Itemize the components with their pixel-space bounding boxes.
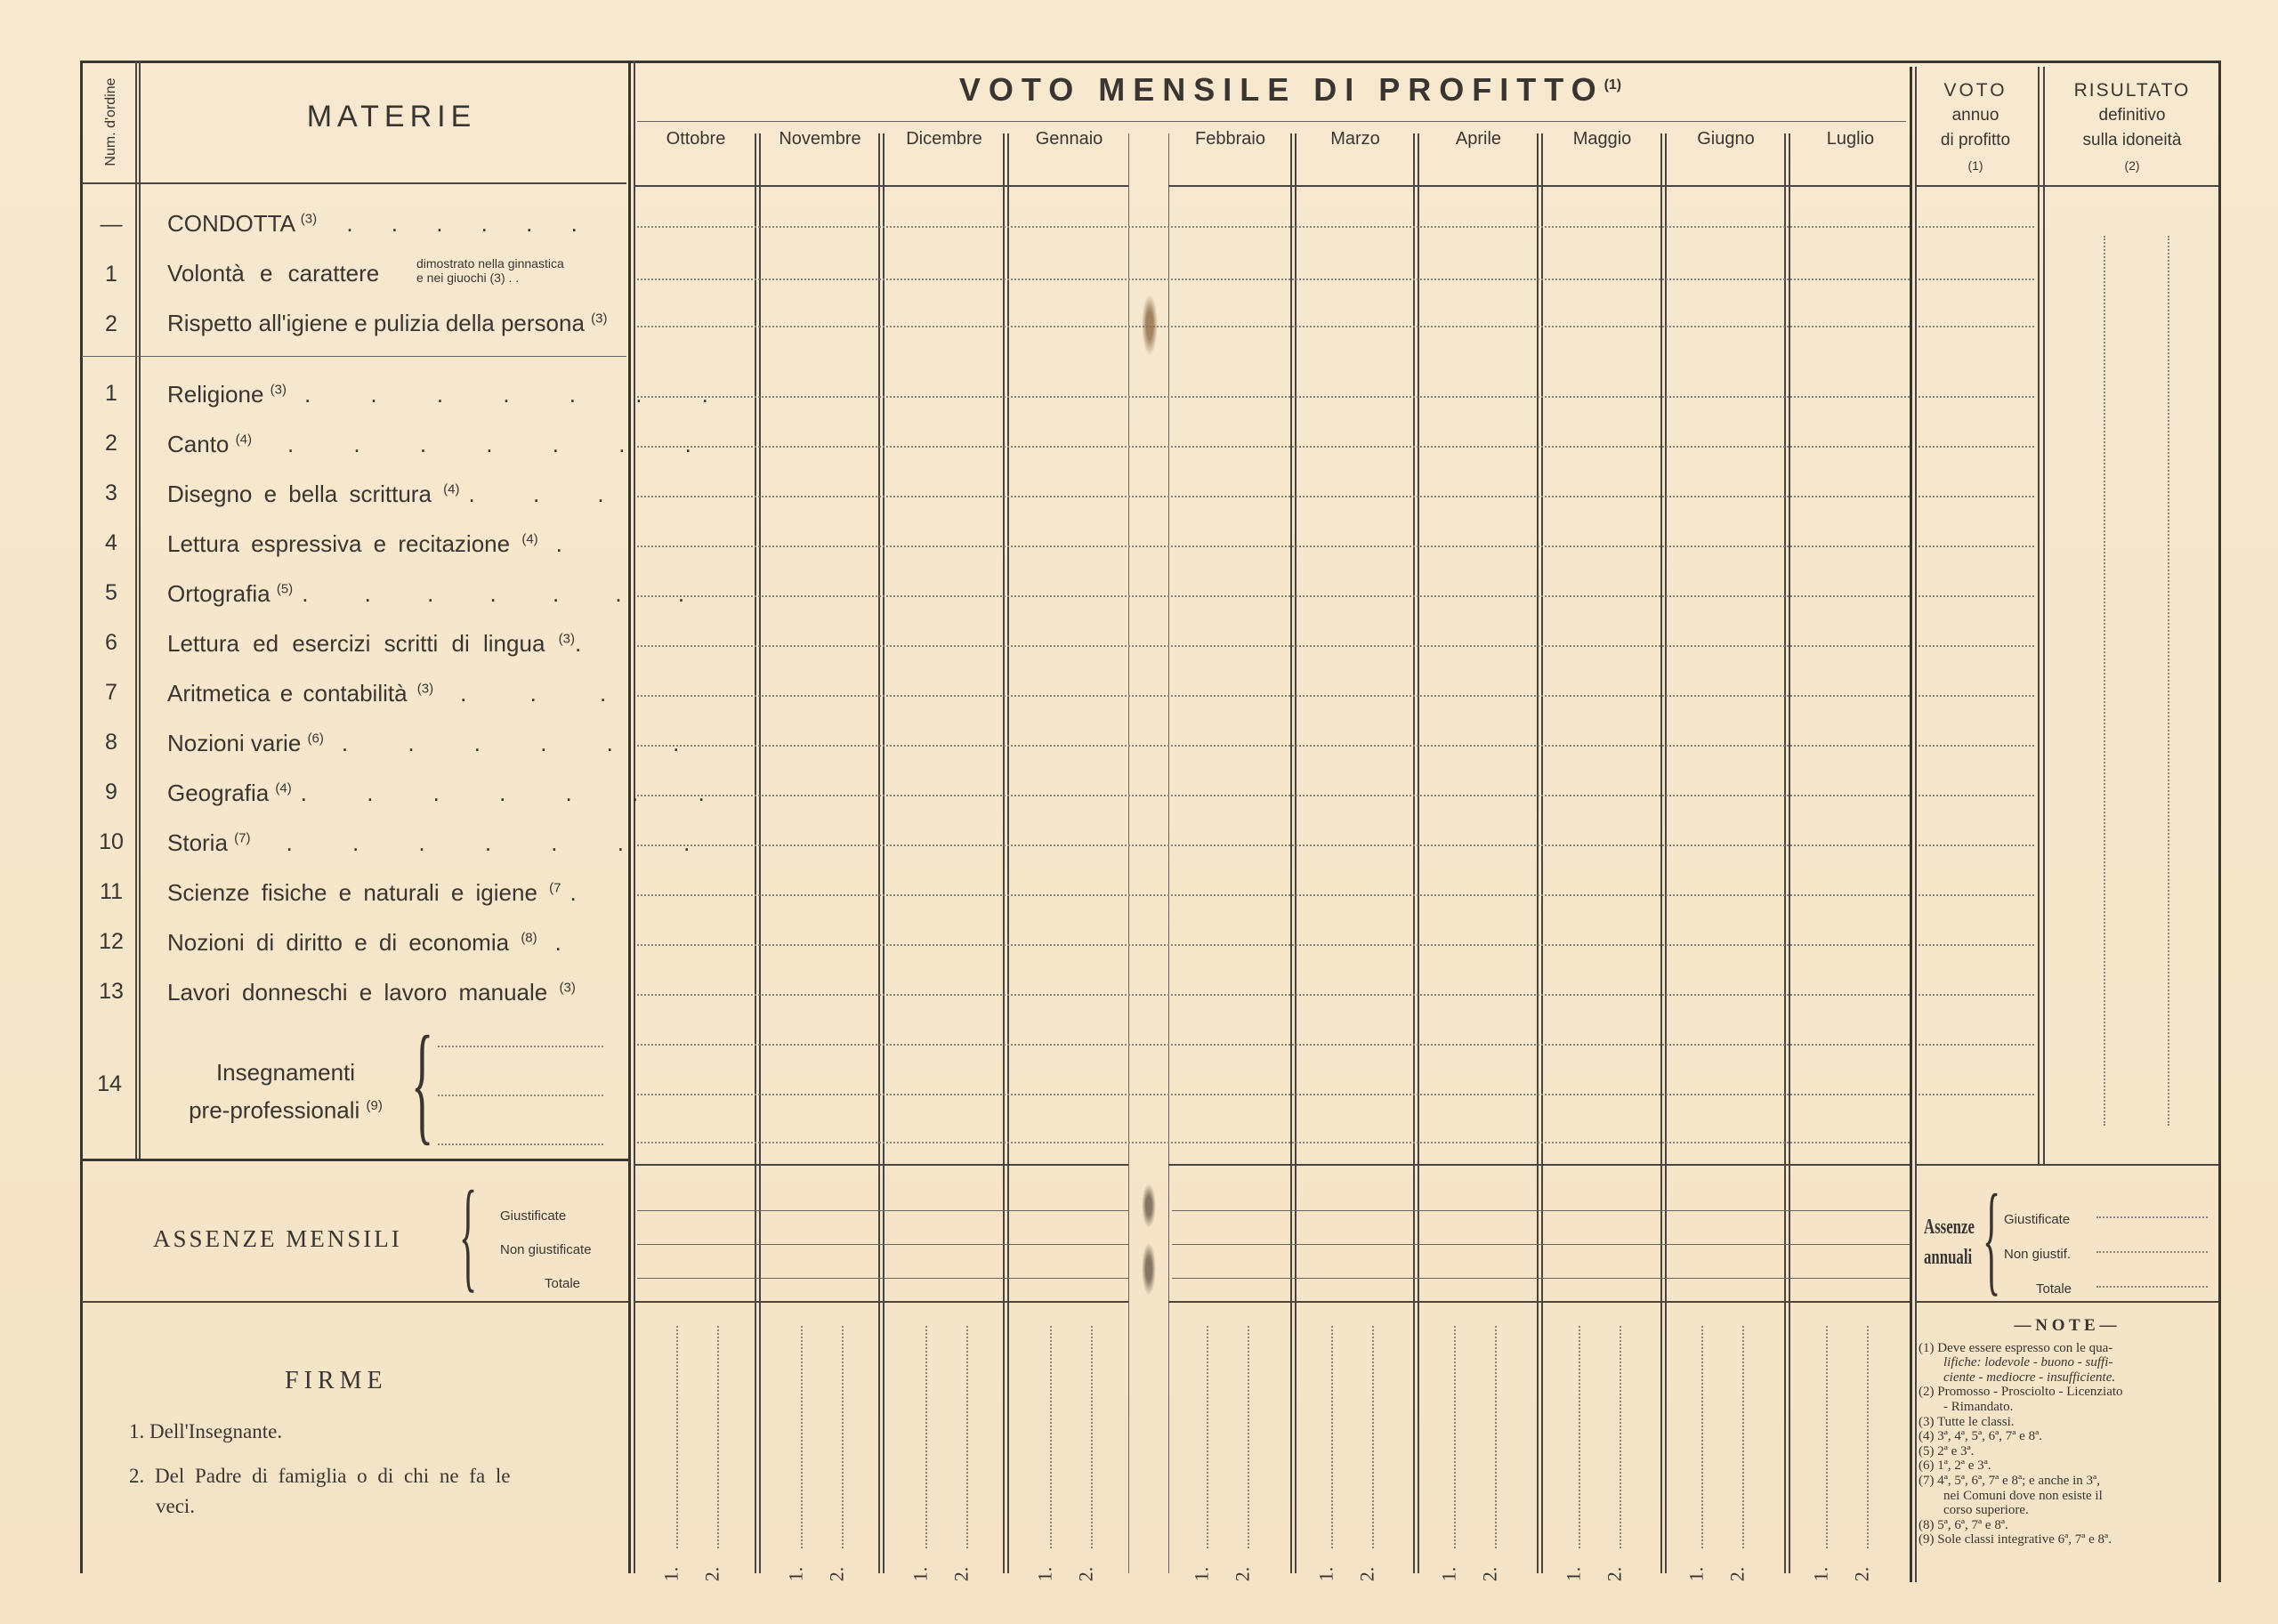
row-num: 6 <box>105 630 117 655</box>
subject-label: Lettura ed esercizi scritti di lingua <box>167 630 545 657</box>
subject-nozioni-varie <box>167 730 706 757</box>
subject-canto <box>167 431 718 458</box>
subject-note: (3) <box>558 631 575 647</box>
assenze-mensili-list <box>500 1200 592 1301</box>
binding-mark <box>1142 1242 1156 1296</box>
write-line <box>438 1046 603 1047</box>
month-aprile: Aprile <box>1455 129 1502 149</box>
detail-line-1: dimostrato nella ginnastica <box>416 256 564 271</box>
assenze-row-line <box>637 1278 1128 1279</box>
detail-line-2: e nei giuochi (3) . . <box>416 271 520 285</box>
month-block-rule-right <box>1168 1164 1910 1166</box>
subject-line-1: Insegnamenti <box>215 1059 356 1086</box>
assenze-giustificate: Giustificate <box>500 1208 567 1224</box>
row-num: 13 <box>99 979 124 1004</box>
brace-icon: { <box>1983 1169 2001 1307</box>
row-num: 9 <box>105 780 117 804</box>
subject-label: Lettura espressiva e recitazione <box>167 530 511 557</box>
annuali-giustificate: Giustificate <box>2004 1212 2071 1227</box>
row-num: 2 <box>105 311 117 336</box>
subject-label: Nozioni di diritto e di economia <box>167 929 510 956</box>
risultato-line-1: RISULTATO <box>2073 80 2191 101</box>
assenze-row-line <box>1172 1244 1910 1245</box>
assenze-rule-left <box>634 1301 1128 1303</box>
leader-dots: . . . . . . . <box>287 431 718 457</box>
note-line: nei Comuni dove non esiste il <box>1943 1488 2103 1503</box>
leader-dots: . . . . . . . <box>302 580 710 607</box>
month-dicembre: Dicembre <box>906 129 982 149</box>
subject-lavori <box>167 979 576 1006</box>
materie-column-border <box>628 61 631 1573</box>
subject-igiene <box>167 310 608 337</box>
grid-dotted-rows <box>637 0 1910 1157</box>
notes-title: — N O T E — <box>2014 1316 2117 1335</box>
subject-label: Canto <box>167 431 230 457</box>
subject-condotta <box>167 210 594 238</box>
row-num: 1 <box>105 381 117 406</box>
subject-diritto <box>167 929 561 957</box>
note-line: (2) Promosso - Prosciolto - Licenziato <box>1919 1385 2123 1400</box>
col-sep-10 <box>1910 67 1912 1582</box>
leader-dots: . . . <box>460 680 634 707</box>
subject-volonta-detail <box>416 256 564 285</box>
subject-label: Geografia <box>167 780 270 806</box>
leader-dots: . . . . . . . <box>286 829 717 856</box>
subject-note: (7 <box>549 880 561 896</box>
leader-dots: . . . . . . <box>341 730 707 756</box>
assenze-row-line <box>1172 1278 1910 1279</box>
annual-block-rule <box>1915 1164 2218 1166</box>
subject-note: (9) <box>366 1098 383 1113</box>
firme-line-1: 1. Dell'Insegnante. <box>129 1420 283 1442</box>
write-line <box>2096 1251 2208 1253</box>
subject-geografia <box>167 780 731 807</box>
brace-icon: { <box>411 1009 434 1157</box>
subject-label: Religione <box>167 381 264 408</box>
subject-note: (7) <box>234 830 251 846</box>
notes-block <box>1919 1316 2212 1547</box>
assenze-annuali-title <box>1924 1212 1975 1273</box>
subject-label: Rispetto all'igiene e pulizia della persona <box>167 310 585 336</box>
subject-note: (3) <box>591 311 608 327</box>
row-num: 1 <box>105 262 117 287</box>
signature-area: 1. 2. 1. 2. 1. 2. 1. 2. 1. 2. 1. 2. 1. 2. 1. 2. 1. 2. 1. 2. <box>637 1317 1910 1584</box>
subject-note: (3) <box>300 211 318 227</box>
note-line: (3) Tutte le classi. <box>1919 1414 2015 1429</box>
month-block-rule-left <box>634 1164 1128 1166</box>
month-luglio: Luglio <box>1826 129 1875 149</box>
leader-dots: . <box>570 879 577 906</box>
assenze-annuali-list <box>2004 1202 2072 1306</box>
subject-note: (4) <box>443 481 460 497</box>
num-ordine-label: Num. d'ordine <box>103 77 118 166</box>
annuali-non-giustificate: Non giustif. <box>2004 1247 2072 1262</box>
firme-line-3: veci. <box>156 1495 196 1517</box>
note-line: (6) 1ª, 2ª e 3ª. <box>1919 1458 1991 1474</box>
subject-note: (4) <box>521 531 538 547</box>
write-line <box>2096 1216 2208 1218</box>
col-sep-11b <box>2043 67 2045 1164</box>
month-marzo: Marzo <box>1330 129 1380 149</box>
assenze-annuali-line-2: annuali <box>1924 1246 1973 1269</box>
row-num: 7 <box>105 680 117 705</box>
subject-scienze <box>167 879 577 907</box>
risultato-line-3: sulla idoneità <box>2082 131 2182 149</box>
subject-lettura-espressiva <box>167 530 562 558</box>
subject-line-2: pre-professionali <box>189 1096 360 1124</box>
row-num: 12 <box>99 929 124 954</box>
subject-label: Volontà e carattere <box>167 260 380 287</box>
note-line: (5) 2ª e 3ª. <box>1919 1443 1975 1458</box>
subject-note: (3) <box>559 980 576 996</box>
binding-mark <box>1142 294 1158 356</box>
subject-ortografia <box>167 580 709 608</box>
binding-mark <box>1142 1184 1156 1228</box>
voto-mensile-title: VOTO MENSILE DI PROFITTO <box>958 71 1604 108</box>
voto-annuo-line-1: VOTO <box>1943 80 2007 101</box>
subjects-bottom-rule <box>82 1159 628 1161</box>
subject-note: (3) <box>416 681 434 697</box>
subject-label: Lavori donneschi e lavoro manuale <box>167 979 548 1006</box>
note-line: (4) 3ª, 4ª, 5ª, 6ª, 7ª e 8ª. <box>1919 1429 2042 1444</box>
subject-label: Aritmetica e contabilità <box>167 680 408 707</box>
materie-header: MATERIE <box>306 100 477 133</box>
write-line <box>438 1095 603 1096</box>
row-num: 11 <box>100 879 123 904</box>
leader-dots: . . . . . . . <box>300 780 731 806</box>
subject-label: Nozioni varie <box>167 730 302 756</box>
note-line: corso superiore. <box>1943 1503 2029 1518</box>
row-num: 2 <box>105 431 117 456</box>
month-ottobre: Ottobre <box>666 129 726 149</box>
subject-note: (4) <box>275 780 292 796</box>
firme-line-2: 2. Del Padre di famiglia o di chi ne fa le <box>129 1465 511 1487</box>
row-num: 10 <box>99 829 124 854</box>
subject-note: (4) <box>235 432 252 448</box>
assenze-mensili-title: ASSENZE MENSILI <box>153 1225 402 1252</box>
row-num: 14 <box>97 1071 122 1096</box>
subject-label: Scienze fisiche e naturali e igiene <box>167 879 537 906</box>
month-maggio: Maggio <box>1572 129 1632 149</box>
subject-aritmetica <box>167 680 633 707</box>
month-gennaio: Gennaio <box>1035 129 1103 149</box>
subject-note: (5) <box>276 581 294 597</box>
subject-volonta <box>167 260 379 287</box>
leader-dots: . <box>554 929 561 956</box>
risultato-line-4: (2) <box>2124 158 2140 173</box>
note-line: - Rimandato. <box>1943 1399 2014 1414</box>
risultato-line-2: definitivo <box>2098 106 2166 125</box>
row-num: 5 <box>105 580 117 605</box>
subject-label: Ortografia <box>167 580 271 607</box>
leader-dots: . <box>555 530 562 557</box>
header-bottom-rule-left <box>82 182 626 184</box>
assenze-rule-right <box>1168 1301 1910 1303</box>
risultato-dotted-guide-2 <box>2168 236 2169 1126</box>
subject-storia <box>167 829 716 857</box>
assenze-bottom-rule <box>82 1301 628 1303</box>
subject-preprofessionali <box>166 1055 406 1127</box>
assenze-row-line <box>1172 1210 1910 1211</box>
subject-note: (8) <box>521 930 537 946</box>
write-line <box>438 1143 603 1145</box>
voto-annuo-line-2: annuo <box>1951 106 1999 125</box>
row-num: 4 <box>105 530 117 555</box>
assenze-totale: Totale <box>545 1276 581 1291</box>
col-sep-11 <box>2038 67 2040 1164</box>
voto-annuo-line-4: (1) <box>1967 158 1983 173</box>
note-line: (9) Sole classi integrative 6ª, 7ª e 8ª. <box>1919 1532 2112 1547</box>
leader-dots: . . . . . . . <box>303 381 735 408</box>
subject-label: CONDOTTA <box>167 210 295 237</box>
leader-dots: . . . . . . <box>346 210 594 237</box>
row-num: 3 <box>105 481 117 505</box>
left-border <box>80 61 83 1573</box>
note-line: (7) 4ª, 5ª, 6ª, 7ª e 8ª; e anche in 3ª, <box>1919 1473 2100 1488</box>
assenze-annuali-line-1: Assenze <box>1924 1216 1975 1239</box>
subject-note: (6) <box>307 731 324 747</box>
subject-lettura-esercizi <box>167 630 581 658</box>
subject-note: (3) <box>270 382 287 398</box>
subject-label: Storia <box>167 829 228 856</box>
month-febbraio: Febbraio <box>1195 129 1265 149</box>
voto-annuo-dotted-rows <box>1919 0 2034 1157</box>
firme-title: FIRME <box>285 1367 388 1394</box>
num-ordine-header <box>89 71 133 178</box>
month-novembre: Novembre <box>779 129 861 149</box>
write-line <box>2096 1286 2208 1288</box>
note-line: lifiche: lodevole - buono - suffi- <box>1943 1355 2113 1370</box>
subject-label: Disegno e bella scrittura <box>167 481 432 507</box>
note-line: ciente - mediocre - insufficiente. <box>1943 1369 2116 1385</box>
note-line: (1) Deve essere espresso con le qua- <box>1919 1340 2113 1355</box>
col-sep-10b <box>1915 67 1917 1582</box>
row-num: 8 <box>105 730 117 755</box>
voto-annuo-line-3: di profitto <box>1940 131 2011 149</box>
materie-column-border-2 <box>634 61 635 1573</box>
firme-list <box>129 1417 511 1522</box>
assenze-row-line <box>637 1210 1128 1211</box>
assenze-non-giustificate: Non giustificate <box>500 1242 592 1257</box>
subject-religione <box>167 381 735 408</box>
voto-mensile-note: (1) <box>1603 77 1622 93</box>
subject-disegno <box>167 481 627 508</box>
leader-dots: . <box>574 630 582 657</box>
row-num: — <box>100 212 123 237</box>
risultato-dotted-guide-1 <box>2104 236 2105 1126</box>
leader-dots: . . . <box>468 481 627 507</box>
assenze-row-line <box>637 1244 1128 1245</box>
right-border <box>2218 61 2221 1582</box>
risultato-header <box>2043 78 2221 178</box>
note-line: (8) 5ª, 6ª, 7ª e 8ª. <box>1919 1517 2008 1532</box>
group-divider <box>82 356 626 357</box>
brace-icon: { <box>459 1166 478 1304</box>
annuali-totale: Totale <box>2036 1281 2072 1297</box>
month-giugno: Giugno <box>1697 129 1755 149</box>
